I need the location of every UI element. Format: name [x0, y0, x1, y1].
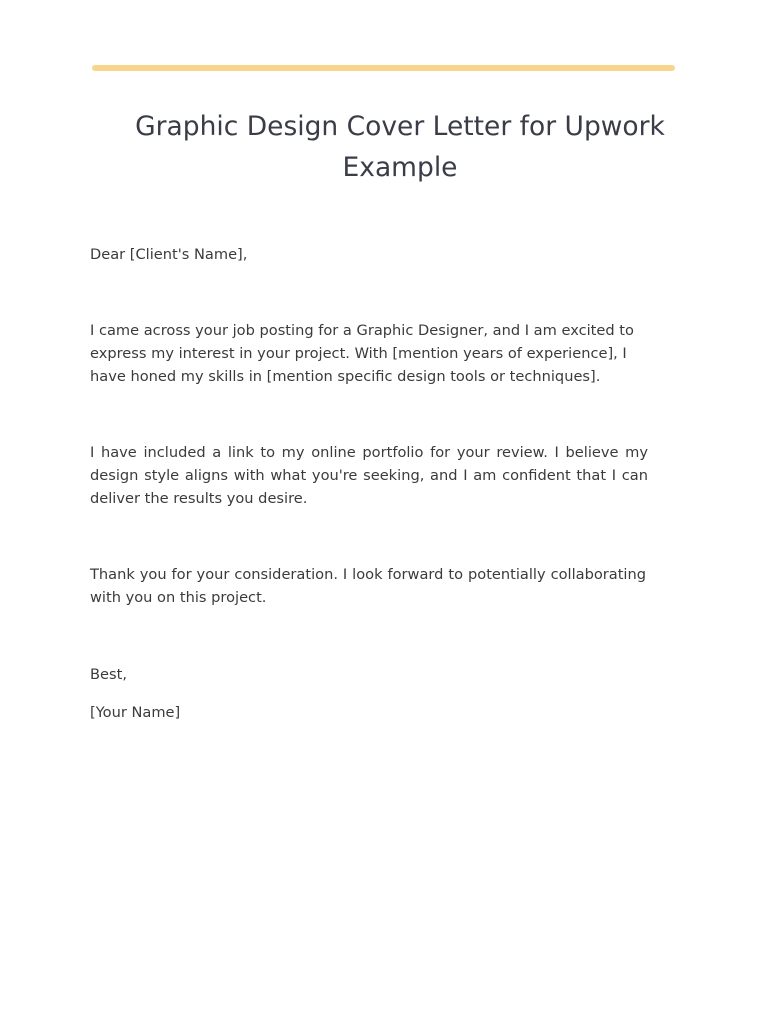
page-title: Graphic Design Cover Letter for Upwork Example — [135, 111, 665, 183]
signature: [Your Name] — [90, 704, 181, 721]
paragraph-intro: I came across your job posting for a Graphic Designer, and I am excited to express my interest in your project. With [mention years of experience], I have honed my skills in [mention specific design tools or techniques]. — [90, 322, 634, 385]
salutation: Dear [Client's Name], — [90, 246, 248, 263]
paragraph-portfolio: I have included a link to my online portfolio for your review. I believe my design style aligns with what you're seeking, and I am confident that I can deliver the results you desire. — [90, 444, 648, 507]
header-accent-bar — [92, 65, 675, 71]
closing: Best, — [90, 666, 127, 683]
paragraph-thanks: Thank you for your consideration. I look forward to potentially collaborating with you on this project. — [90, 566, 646, 606]
